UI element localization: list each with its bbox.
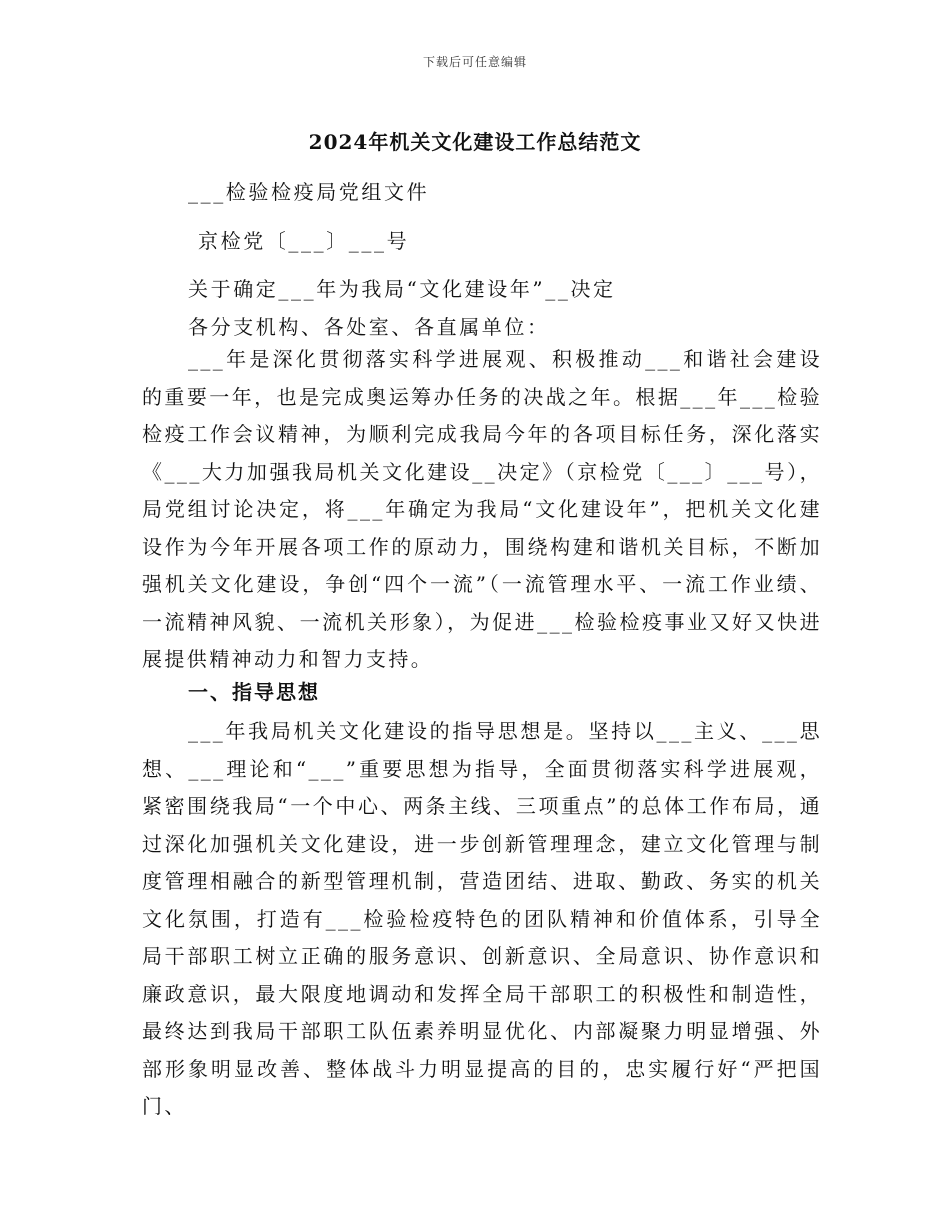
- header-note: 下载后可任意编辑: [422, 55, 527, 69]
- addressee-line: 各分支机构、各处室、各直属单位：: [188, 315, 550, 339]
- paragraph-1: ___年是深化贯彻落实科学进展观、积极推动___和谐社会建设的重要一年，也是完成奥运筹办任务的决战之年。根据___年___检验检疫工作会议精神，为顺利完成我局今年的各项目标任务，深化落实《___大力加强我局机关文化建设__决定》（京检党〔___〕___号），局党组讨论决定，将___年确定为我局“文化建设年”，把机关文化建设作为今年开展各项工作的原动力，围绕构建和谐机关目标，不断加强机关文化建设，争创“四个一流”（一流管理水平、一流工作业绩、一流精神风貌、一流机关形象），为促进___检验检疫事业又好又快进展提供精神动力和智力支持。: [142, 347, 822, 671]
- document-title: 2024年机关文化建设工作总结范文: [308, 130, 642, 154]
- doc-org-line: ___检验检疫局党组文件: [188, 180, 430, 204]
- section-heading: 一、指导思想: [188, 680, 320, 704]
- doc-number-line: 京检党〔___〕___号: [198, 229, 410, 253]
- doc-subject-line: 关于确定___年为我局“文化建设年”__决定: [188, 277, 616, 301]
- paragraph-2: ___年我局机关文化建设的指导思想是。坚持以___主义、___思想、___理论和“___”重要思想为指导，全面贯彻落实科学进展观，紧密围绕我局“一个中心、两条主线、三项重点”的总体工作布局，通过深化加强机关文化建设，进一步创新管理理念，建立文化管理与制度管理相融合的新型管理机制，营造团结、进取、勤政、务实的机关文化氛围，打造有___检验检疫特色的团队精神和价值体系，引导全局干部职工树立正确的服务意识、创新意识、全局意识、协作意识和廉政意识，最大限度地调动和发挥全局干部职工的积极性和制造性，最终达到我局干部职工队伍素养明显优化、内部凝聚力明显增强、外部形象明显改善、整体战斗力明显提高的目的，忠实履行好“严把国门、: [142, 719, 822, 1118]
